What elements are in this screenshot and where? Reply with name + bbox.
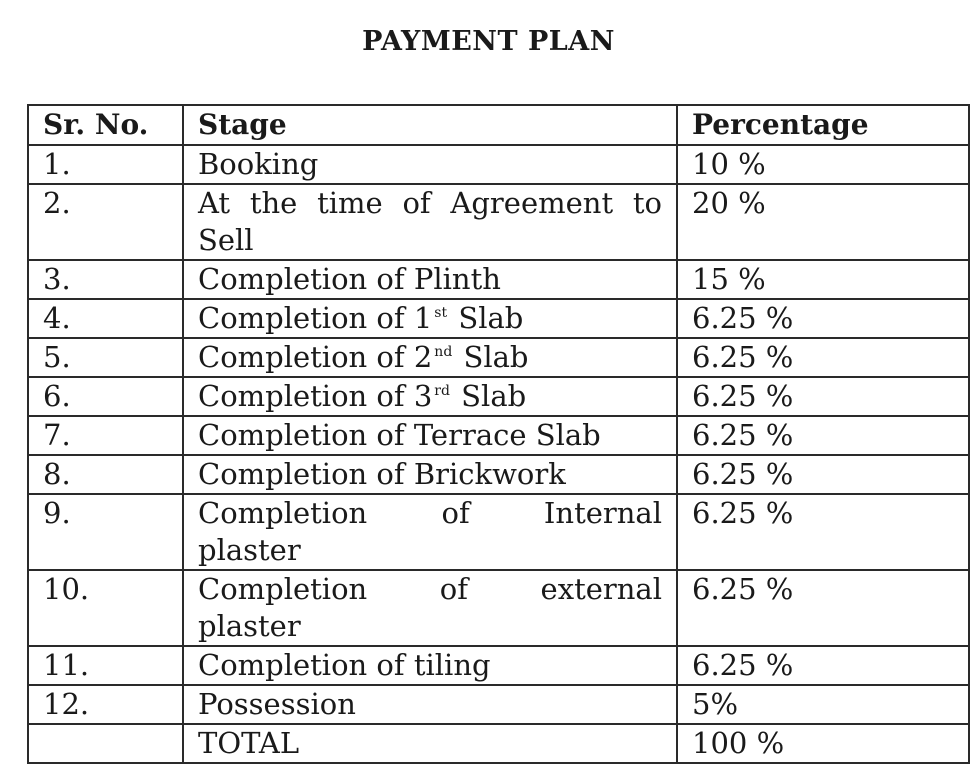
table-row [28, 685, 969, 724]
stage-line-1: Completion of Internal [198, 496, 662, 530]
stage-line-2: plaster [198, 533, 301, 567]
page-title: PAYMENT PLAN [362, 26, 615, 57]
table-row [28, 570, 969, 646]
sr-no-cell: 3. [28, 260, 183, 299]
stage-cell [183, 494, 677, 570]
stage-line-2: plaster [198, 609, 301, 643]
sr-no-cell: 5. [28, 338, 183, 377]
stage-cell [183, 299, 677, 338]
sr-no-cell: 10. [28, 570, 183, 646]
stage-line-1: Completion of external [198, 572, 662, 606]
total-percentage: 100 % [677, 724, 969, 763]
sr-no-cell: 1. [28, 145, 183, 184]
percentage-cell: 15 % [677, 260, 969, 299]
stage-cell [183, 338, 677, 377]
stage-line-2: Sell [198, 223, 254, 257]
stage-text: Slab [451, 379, 527, 413]
table-row [28, 416, 969, 455]
table-row [28, 145, 969, 184]
stage-line-1: At the time of Agreement to [198, 186, 662, 220]
percentage-cell: 6.25 % [677, 416, 969, 455]
table-row [28, 494, 969, 570]
table-row [28, 377, 969, 416]
total-row [28, 724, 969, 763]
header-percentage: Percentage [677, 105, 969, 145]
table-row [28, 299, 969, 338]
stage-cell [183, 377, 677, 416]
table-header-row [28, 105, 969, 145]
header-sr-no: Sr. No. [28, 105, 183, 145]
sr-no-cell: 12. [28, 685, 183, 724]
stage-text: Completion of 3 [198, 379, 433, 413]
table-row [28, 184, 969, 260]
ordinal-suffix: st [434, 305, 448, 321]
total-label: TOTAL [183, 724, 677, 763]
table-row [28, 646, 969, 685]
percentage-cell: 6.25 % [677, 377, 969, 416]
sr-no-cell: 2. [28, 184, 183, 260]
stage-cell: Booking [183, 145, 677, 184]
stage-cell: Possession [183, 685, 677, 724]
percentage-cell: 20 % [677, 184, 969, 260]
percentage-cell: 6.25 % [677, 338, 969, 377]
sr-no-cell: 11. [28, 646, 183, 685]
stage-text: Slab [449, 301, 524, 335]
percentage-cell: 6.25 % [677, 455, 969, 494]
sr-no-cell: 6. [28, 377, 183, 416]
header-stage: Stage [183, 105, 677, 145]
table-row [28, 338, 969, 377]
stage-cell: Completion of Plinth [183, 260, 677, 299]
sr-no-cell: 4. [28, 299, 183, 338]
stage-text: Completion of 2 [198, 340, 433, 374]
stage-cell: Completion of Terrace Slab [183, 416, 677, 455]
sr-no-cell: 7. [28, 416, 183, 455]
ordinal-suffix: rd [434, 383, 450, 399]
table-row [28, 455, 969, 494]
stage-text: Slab [454, 340, 529, 374]
percentage-cell: 6.25 % [677, 570, 969, 646]
percentage-cell: 6.25 % [677, 299, 969, 338]
stage-cell: Completion of tiling [183, 646, 677, 685]
table-row [28, 260, 969, 299]
stage-cell [183, 570, 677, 646]
percentage-cell: 5% [677, 685, 969, 724]
sr-no-cell: 8. [28, 455, 183, 494]
stage-cell [183, 184, 677, 260]
percentage-cell: 10 % [677, 145, 969, 184]
payment-plan-table [27, 104, 970, 764]
ordinal-suffix: nd [434, 344, 453, 360]
percentage-cell: 6.25 % [677, 646, 969, 685]
sr-no-cell: 9. [28, 494, 183, 570]
stage-text: Completion of 1 [198, 301, 433, 335]
sr-no-cell [28, 724, 183, 763]
percentage-cell: 6.25 % [677, 494, 969, 570]
stage-cell: Completion of Brickwork [183, 455, 677, 494]
